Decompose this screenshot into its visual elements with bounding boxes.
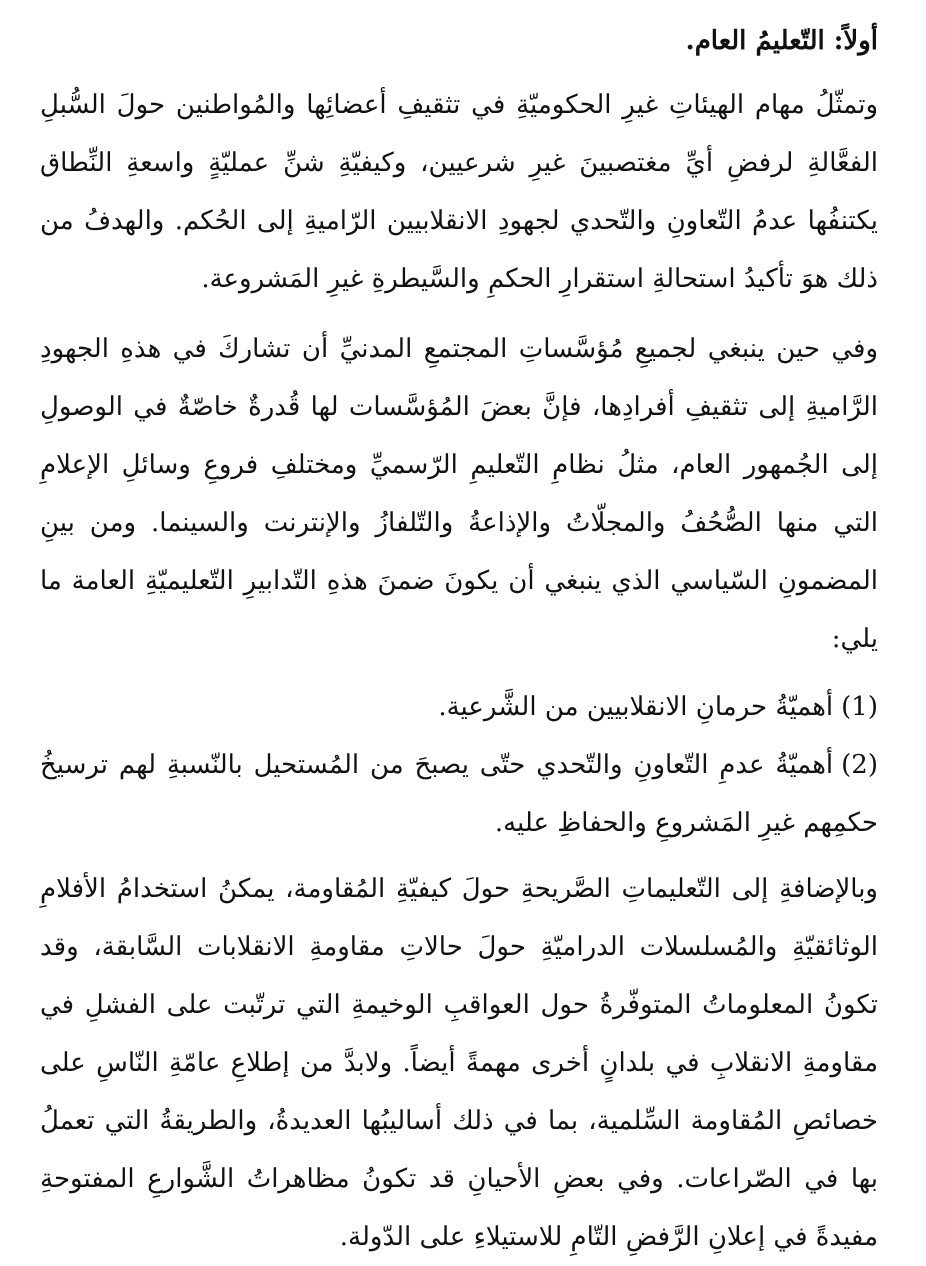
numbered-list — [40, 678, 878, 852]
paragraph-3: وبالإضافةِ إلى التّعليماتِ الصَّريحةِ حولَ كيفيّةِ المُقاومة، يمكنُ استخدامُ الأفلامِ الوثائقيّةِ والمُسلسلات الدراميّةِ حولَ حالاتِ مقاومةِ الانقلابات السَّابقة، وقد تكونُ المعلوماتُ المتوفّرةُ حول العواقبِ الوخيمةِ التي ترتّبت على الفشلِ في مقاومةِ الانقلابِ في بلدانٍ أخرى مهمةً أيضاً. ولابدَّ من إطلاعِ عامّةِ النّاسِ على خصائصِ المُقاومة السِّلمية، بما في ذلك أساليبُها العديدةُ، والطريقةُ التي تعملُ بها في الصّراعات. وفي بعضِ الأحيانِ قد تكونُ مظاهراتُ الشَّوارعِ المفتوحةِ مفيدةً في إعلانِ الرَّفضِ التّامِ للاستيلاءِ على الدّولة. — [40, 874, 878, 1252]
list-item — [40, 678, 878, 736]
list-item — [40, 736, 878, 852]
paragraph-1: وتمثّلُ مهام الهيئاتِ غيرِ الحكوميّةِ في تثقيفِ أعضائِها والمُواطنين حولَ السُّبلِ الفعَّالةِ لرفضِ أيِّ مغتصبينَ غيرِ شرعيين، وكيفيّةِ شنِّ عمليّةٍ واسعةِ النِّطاق يكتنفُها عدمُ التّعاونِ والتّحدي لجهودِ الانقلابيين الرّاميةِ إلى الحُكم. والهدفُ من ذلك هوَ تأكيدُ استحالةِ استقرارِ الحكمِ والسَّيطرةِ غيرِ المَشروعة. — [40, 90, 878, 294]
paragraph-2: وفي حين ينبغي لجميعِ مُؤسَّساتِ المجتمعِ المدنيِّ أن تشاركَ في هذهِ الجهودِ الرَّاميةِ إلى تثقيفِ أفرادِها، فإنَّ بعضَ المُؤسَّسات لها قُدرةٌ خاصّةٌ في الوصولِ إلى الجُمهور العام، مثلُ نظامِ التّعليمِ الرّسميِّ ومختلفِ فروعِ وسائلِ الإعلامِ التي منها الصُّحُفُ والمجلّاتُ والإذاعةُ والتّلفازُ والإنترنت والسينما. ومن بينِ المضمونِ السّياسي الذي ينبغي أن يكونَ ضمنَ هذهِ التّدابيرِ التّعليميّةِ العامة ما يلي: — [40, 334, 878, 654]
section-heading: أولاً: التّعليمُ العام. — [685, 26, 878, 56]
list-item-number: (2) — [841, 750, 878, 780]
list-item-text: أهميّةُ حرمانِ الانقلابيين من الشَّرعية. — [438, 692, 834, 722]
list-item-number: (1) — [841, 692, 878, 722]
list-item-text: أهميّةُ عدمِ التّعاونِ والتّحدي حتّى يصبحَ من المُستحيل بالنّسبةِ لهم ترسيخُ حكمِهم غيرِ المَشروعِ والحفاظِ عليه. — [40, 750, 878, 838]
